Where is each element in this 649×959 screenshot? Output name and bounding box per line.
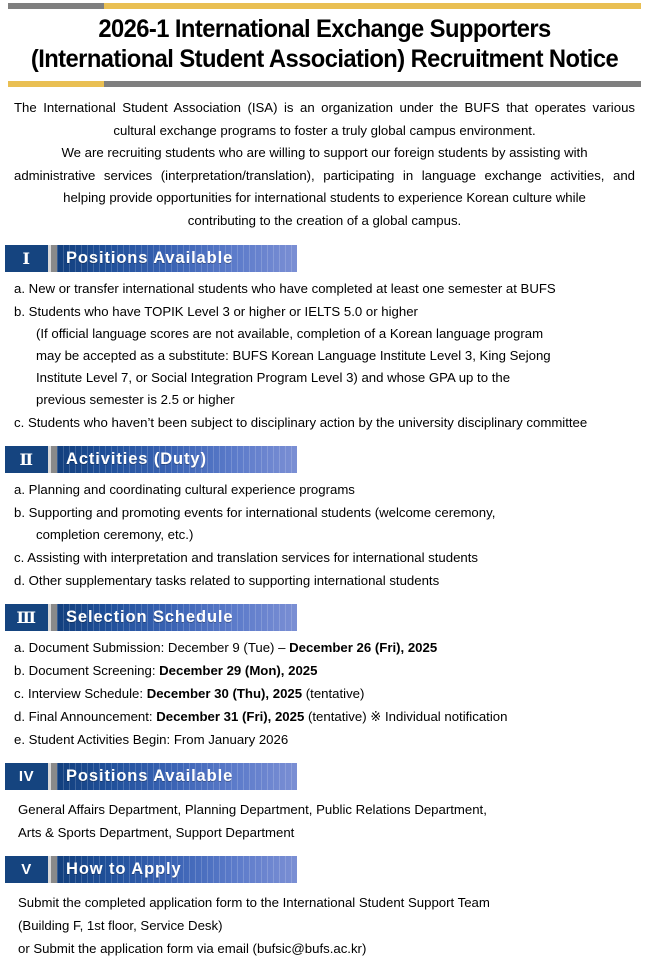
section-body-2 [14, 479, 635, 591]
section-title-bar [57, 446, 297, 473]
list-item [14, 301, 635, 322]
schedule-row [14, 637, 635, 658]
section-divider [48, 604, 57, 631]
list-text: New or transfer international students who have completed at least one semester at BUFS [28, 281, 556, 296]
schedule-date: December 29 (Mon), 2025 [159, 663, 318, 678]
apply-line-email: or Submit the application form via email (bufsic@bufs.ac.kr) [18, 941, 367, 956]
schedule-date: December 30 (Thu), 2025 [146, 686, 303, 701]
schedule-date: December 26 (Fri), 2025 [289, 640, 438, 655]
section-header-2 [5, 446, 297, 473]
section-divider [48, 245, 57, 272]
list-text: Assisting with interpretation and translation services for international students [27, 550, 479, 565]
section-body-4 [18, 799, 635, 843]
schedule-label: Interview Schedule: [27, 686, 147, 701]
page-title-line2: (International Student Association) Recruitment Notice [30, 45, 619, 73]
section-numeral-5: V [5, 856, 48, 883]
section-numeral-3: Ⅲ [5, 604, 48, 631]
list-item [14, 278, 635, 299]
list-marker: e. [14, 732, 25, 747]
section-numeral-4: IV [5, 763, 48, 790]
list-text: Planning and coordinating cultural experience programs [28, 482, 355, 497]
list-text: Students who haven’t been subject to disciplinary action by the university disciplinary committee [27, 415, 588, 430]
section-title-bar [57, 763, 297, 790]
intro-line: We are recruiting students who are willing to support our foreign students by assisting with [61, 145, 588, 160]
section-header-3 [5, 604, 297, 631]
apply-line: (Building F, 1st floor, Service Desk) [18, 918, 223, 933]
list-item [14, 502, 635, 523]
list-item [14, 570, 635, 591]
intro-line: The International Student Association (ISA) is an organization under the BUFS that operates various [14, 100, 635, 115]
schedule-row [14, 660, 635, 681]
page-title [16, 9, 633, 79]
intro-paragraph [14, 97, 635, 232]
list-marker: a. [14, 281, 25, 296]
schedule-date: December 31 (Fri), 2025 [156, 709, 305, 724]
rule-segment-gold [8, 81, 104, 87]
section-numeral-1: Ⅰ [5, 245, 48, 272]
section-title-4: Positions Available [66, 767, 234, 785]
schedule-label: Document Screening: [28, 663, 160, 678]
list-text: Other supplementary tasks related to supporting international students [28, 573, 440, 588]
list-marker: c. [14, 550, 25, 565]
section-title-5: How to Apply [66, 860, 182, 878]
section-title-2: Activities (Duty) [66, 450, 207, 468]
schedule-row [14, 729, 635, 750]
section-body-5 [18, 892, 633, 959]
section-body-1 [14, 278, 635, 433]
list-marker: d. [14, 573, 25, 588]
list-marker: a. [14, 640, 25, 655]
list-item [14, 412, 635, 433]
apply-line: Submit the completed application form to the International Student Support Team [18, 895, 490, 910]
intro-line: contributing to the creation of a global campus. [187, 212, 462, 228]
schedule-tail: (tentative) [302, 686, 365, 701]
notice-page [0, 3, 649, 957]
section-title-1: Positions Available [66, 249, 234, 267]
sub-line: may be accepted as a substitute: BUFS Korean Language Institute Level 3, King Sejong [36, 348, 551, 363]
section-title-bar [57, 604, 297, 631]
list-marker: b. [14, 505, 25, 520]
sub-line: Institute Level 7, or Social Integration Program Level 3) and whose GPA up to the [36, 370, 511, 385]
section-title-bar [57, 245, 297, 272]
intro-line: administrative services (interpretation/translation), participating in language exchange activities, and [14, 167, 635, 183]
list-text: Supporting and promoting events for international students (welcome ceremony, [28, 505, 496, 520]
section-title-3: Selection Schedule [66, 608, 234, 626]
section-body-3 [14, 637, 635, 750]
schedule-row [14, 683, 635, 704]
sub-line: previous semester is 2.5 or higher [36, 392, 235, 407]
section-header-1 [5, 245, 297, 272]
section-divider [48, 446, 57, 473]
schedule-label: Document Submission: December 9 (Tue) – [28, 640, 290, 655]
list-text: Students who have TOPIK Level 3 or higher or IELTS 5.0 or higher [28, 304, 418, 319]
section-header-4 [5, 763, 297, 790]
list-marker: c. [14, 415, 25, 430]
sub-line: completion ceremony, etc.) [36, 527, 194, 542]
section-title-bar [57, 856, 297, 883]
section-divider [48, 763, 57, 790]
bottom-decorative-rule [8, 81, 641, 87]
sub-line: (If official language scores are not available, completion of a Korean language program [36, 326, 544, 341]
department-line: Arts & Sports Department, Support Department [18, 825, 295, 840]
department-line: General Affairs Department, Planning Department, Public Relations Department, [18, 802, 487, 817]
section-numeral-2: Ⅱ [5, 446, 48, 473]
page-title-line1: 2026-1 International Exchange Supporters [98, 15, 551, 43]
intro-line: helping provide opportunities for international students to experience Korean culture while [63, 190, 586, 205]
list-marker: a. [14, 482, 25, 497]
intro-line: cultural exchange programs to foster a truly global campus environment. [113, 122, 536, 138]
list-marker: b. [14, 663, 25, 678]
list-item [14, 547, 635, 568]
list-marker: d. [14, 709, 25, 724]
list-marker: c. [14, 686, 25, 701]
list-item [14, 479, 635, 500]
section-divider [48, 856, 57, 883]
schedule-label: Final Announcement: [28, 709, 157, 724]
rule-segment-gray [104, 81, 641, 87]
schedule-tail: (tentative) ※ Individual notification [304, 709, 508, 724]
section-header-5 [5, 856, 297, 883]
schedule-row [14, 706, 635, 727]
schedule-label: Student Activities Begin: From January 2026 [28, 732, 289, 747]
list-marker: b. [14, 304, 25, 319]
